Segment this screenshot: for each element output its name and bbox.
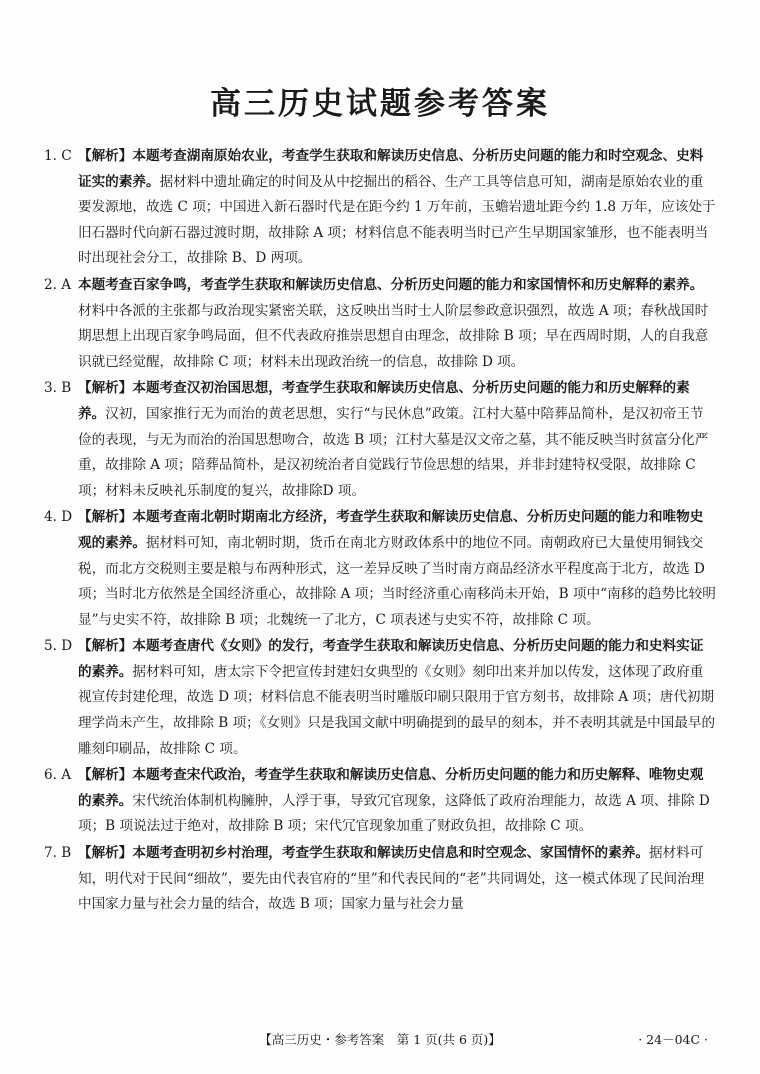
analysis-heading: 【解析】本题考查南北朝时期南北方经济，考查学生获取和解读历史信息、分析历史问题的能力和唯物史观的素养。 [78, 509, 704, 551]
analysis-body: 据材料可知，唐太宗下令把宣传封建妇女典型的《女则》刻印出来并加以传发，这体现了政府重视宣传封建伦理，故选 D 项；材料信息不能表明当时雕版印刷只限用于官方刻书，故排除 A 项；唐代初期理学尚未产生，故排除 B 项；《女则》只是我国文献中明确提到的最早的刻本，并不表明其就是中国最早的雕刻印刷品，故排除 C 项。 [78, 663, 716, 757]
question-number: 4. D [44, 509, 73, 526]
answer-item [44, 376, 716, 504]
analysis-body: 据材料可知，南北朝时期，货币在南北方财政体系中的地位不同。南朝政府已大量使用铜钱交税，而北方交税则主要是粮与布两种形式，这一差异反映了当时南方商品经济水平程度高于北方，故选 D 项；当时北方依然是全国经济重心，故排除 A 项；当时经济重心南移尚未开始，B 项中“南移的趋势比较明显”与史实不符，故排除 B 项；北魏统一了北方，C 项表述与史实不符，故排除 C 项。 [78, 534, 716, 628]
analysis-body: 宋代统治体制机构臃肿，人浮于事，导致冗官现象，这降低了政府治理能力，故选 A 项、排除 D 项；B 项说法过于绝对，故排除 B 项；宋代冗官现象加重了财政负担，故排除 C 项。 [78, 792, 710, 835]
answer-item [44, 634, 716, 762]
answer-item [44, 144, 716, 272]
question-number: 1. C [44, 148, 72, 164]
question-number: 3. B [44, 380, 72, 397]
analysis-heading: 【解析】本题考查汉初治国思想，考查学生获取和解读历史信息、分析历史问题的能力和历史解释的素养。 [78, 380, 690, 422]
question-number: 7. B [44, 845, 72, 862]
analysis-body: 据材料可知，明代对于民间“细故”，要先由代表官府的“里”和代表民间的“老”共同调处，这一模式体现了民间治理中国家力量与社会力量的结合，故选 B 项；国家力量与社会力量 [78, 845, 705, 913]
analysis-body: 据材料中遗址确定的时间及从中挖掘出的稻谷、生产工具等信息可知，湖南是原始农业的重要发源地，故选 C 项；中国进入新石器时代是在距今约 1 万年前，玉蟾岩遗址距今约 1.8 万年，应该处于旧石器时代向新石器过渡时期，故排除 A 项；材料信息不能表明当时已产生早期国家雏形，也不能表明当时出现社会分工，故排除 B、D 两项。 [78, 173, 716, 267]
analysis-heading: 【解析】本题考查明初乡村治理，考查学生获取和解读历史信息和时空观念、家国情怀的素养。 [78, 845, 649, 862]
analysis-body: 汉初，国家推行无为而治的黄老思想，实行“与民休息”政策。江村大墓中陪葬品简朴，是汉初帝王节俭的表现，与无为而治的治国思想吻合，故选 B 项；江村大墓是汉文帝之墓，其不能反映当时贫富分化严重，故排除 A 项；陪葬品简朴，是汉初统治者自觉践行节俭思想的结果，并非封建特权受限，故排除 C 项；材料未反映礼乐制度的复兴，故排除D 项。 [78, 405, 709, 499]
analysis-body: 材料中各派的主张都与政治现实紧密关联，这反映出当时士人阶层参政意识强烈，故选 A 项；春秋战国时期思想上出现百家争鸣局面，但不代表政府推崇思想自由理念，故排除 B 项；早在西周时期，人的自我意识就已经觉醒，故排除 C 项；材料未出现政治统一的信息，故排除 D 项。 [78, 302, 709, 370]
answer-item [44, 273, 716, 375]
answer-item [44, 505, 716, 633]
analysis-heading: 【解析】本题考查宋代政治，考查学生获取和解读历史信息、分析历史问题的能力和历史解释、唯物史观的素养。 [78, 767, 704, 809]
analysis-heading: 【解析】本题考查湖南原始农业，考查学生获取和解读历史信息、分析历史问题的能力和时空观念、史料证实的素养。 [78, 148, 704, 190]
footer-page-info: 【高三历史・参考答案 第 1 页(共 6 页)】 [259, 1032, 501, 1047]
question-number: 2. A [44, 276, 72, 293]
answer-item [44, 763, 716, 840]
page-title: 高三历史试题参考答案 [210, 86, 550, 122]
question-number: 6. A [44, 767, 72, 784]
footer-code: · 24－04C · [638, 1032, 708, 1047]
answer-list [44, 144, 716, 919]
analysis-heading: 【解析】本题考查唐代《女则》的发行，考查学生获取和解读历史信息、分析历史问题的能力和史料实证的素养。 [78, 638, 704, 680]
answer-item [44, 841, 716, 918]
question-number: 5. D [44, 638, 73, 655]
analysis-heading: 本题考查百家争鸣，考查学生获取和解读历史信息、分析历史问题的能力和家国情怀和历史解释的素养。 [78, 276, 704, 293]
